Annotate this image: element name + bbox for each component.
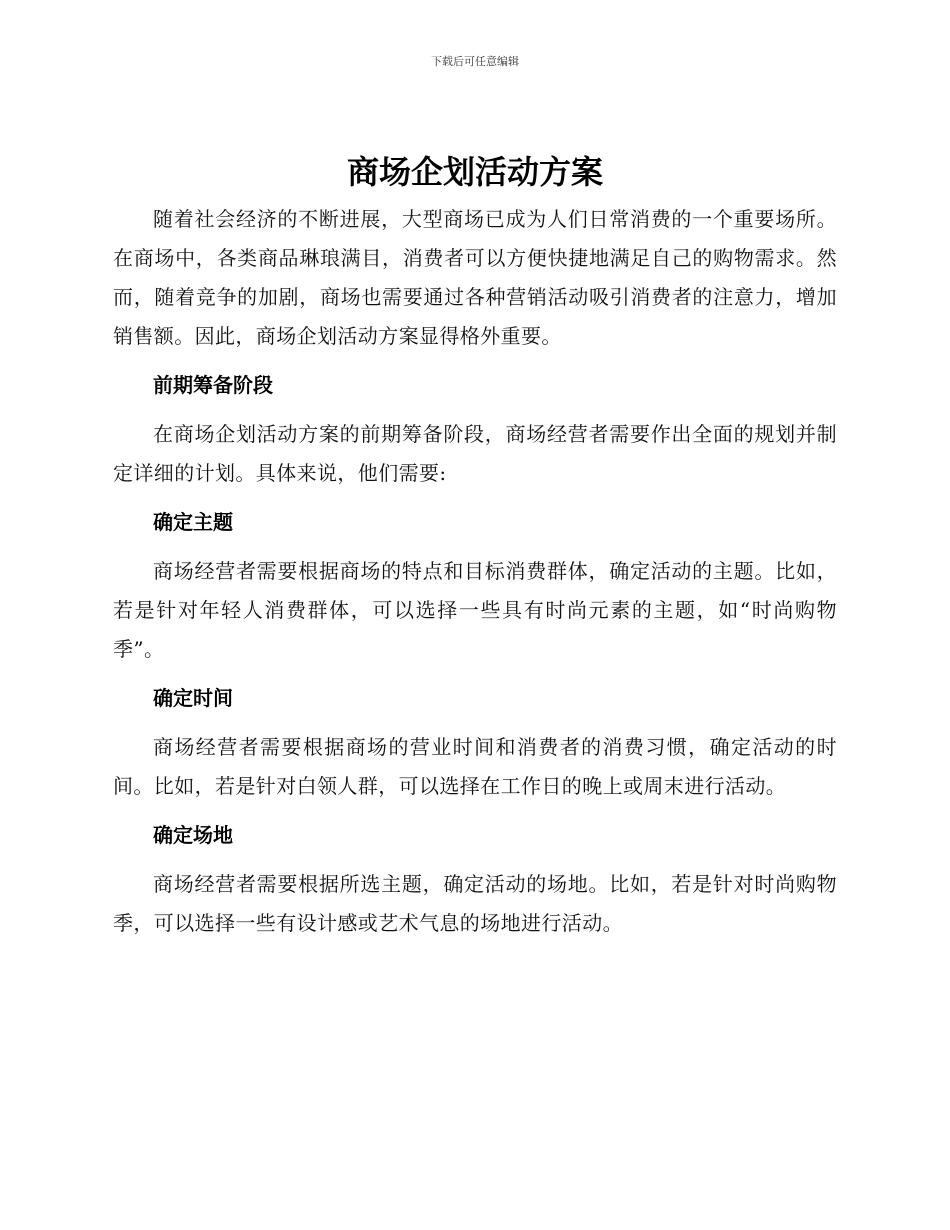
document-title: 商场企划活动方案 xyxy=(346,153,603,191)
preparation-paragraph: 在商场企划活动方案的前期筹备阶段，商场经营者需要作出全面的规划并制定详细的计划。具体来说，他们需要: xyxy=(113,422,837,485)
section-heading-preparation: 前期筹备阶段 xyxy=(153,373,273,397)
section-heading-theme: 确定主题 xyxy=(153,510,233,534)
venue-paragraph: 商场经营者需要根据所选主题，确定活动的场地。比如，若是针对时尚购物季，可以选择一些有设计感或艺术气息的场地进行活动。 xyxy=(113,872,837,935)
time-paragraph: 商场经营者需要根据商场的营业时间和消费者的消费习惯，确定活动的时间。比如，若是针对白领人群，可以选择在工作日的晚上或周末进行活动。 xyxy=(113,735,837,798)
section-heading-time: 确定时间 xyxy=(153,686,233,710)
page-header: 下载后可任意编辑 xyxy=(431,55,519,68)
intro-paragraph: 随着社会经济的不断进展，大型商场已成为人们日常消费的一个重要场所。在商场中，各类商品琳琅满目，消费者可以方便快捷地满足自己的购物需求。然而，随着竞争的加剧，商场也需要通过各种营销活动吸引消费者的注意力，增加销售额。因此，商场企划活动方案显得格外重要。 xyxy=(113,207,837,348)
section-heading-venue: 确定场地 xyxy=(153,823,233,847)
document-body xyxy=(113,200,837,943)
theme-paragraph: 商场经营者需要根据商场的特点和目标消费群体，确定活动的主题。比如，若是针对年轻人消费群体，可以选择一些具有时尚元素的主题，如“时尚购物季”。 xyxy=(113,559,837,661)
